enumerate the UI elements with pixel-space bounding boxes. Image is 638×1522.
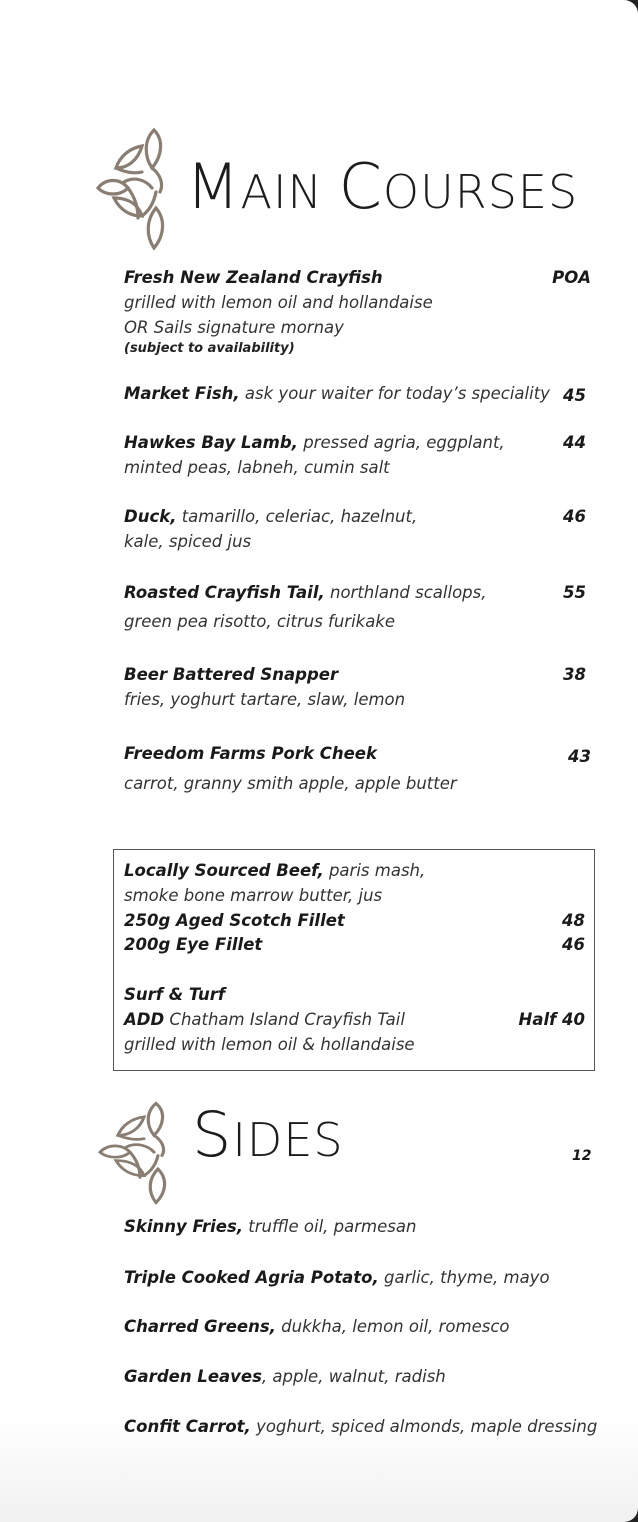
item-desc: pressed agria, eggplant, [297, 433, 505, 452]
item-price: 55 [563, 583, 586, 602]
item-price: 46 [563, 507, 586, 526]
side-item-potato [124, 1265, 550, 1290]
item-desc: garlic, thyme, mayo [378, 1268, 550, 1287]
item-desc: green pea risotto, citrus furikake [124, 612, 396, 631]
item-price: POA [552, 268, 591, 287]
beef-feature-box [113, 849, 595, 1071]
item-name: Roasted Crayfish Tail, [124, 583, 325, 602]
side-item-greens [124, 1314, 510, 1339]
item-desc: fries, yoghurt tartare, slaw, lemon [124, 690, 406, 709]
item-price: 38 [563, 665, 586, 684]
item-desc: dukkha, lemon oil, romesco [275, 1317, 510, 1336]
item-name: Freedom Farms Pork Cheek [124, 744, 377, 763]
item-desc: Chatham Island Crayfish Tail [164, 1010, 405, 1029]
item-desc: grilled with lemon oil and hollandaise [124, 293, 433, 312]
item-price: 45 [563, 386, 586, 405]
item-price: 44 [563, 433, 586, 452]
item-desc: kale, spiced jus [124, 532, 252, 551]
menu-item-pork-cheek [124, 741, 591, 796]
sides-header [96, 1097, 344, 1206]
item-desc: , apple, walnut, radish [261, 1367, 446, 1386]
item-name: Hawkes Bay Lamb, [124, 433, 298, 452]
item-price: Half 40 [518, 1010, 585, 1029]
menu-item-crayfish [124, 265, 591, 358]
celtic-knot-icon [96, 1100, 170, 1206]
surf-turf-row [124, 1007, 585, 1032]
item-desc: smoke bone marrow butter, jus [124, 886, 383, 905]
item-desc: carrot, granny smith apple, apple butter [124, 774, 457, 793]
item-desc: tamarillo, celeriac, hazelnut, [176, 507, 418, 526]
item-name: Surf & Turf [124, 985, 226, 1004]
item-name: Fresh New Zealand Crayfish [124, 268, 383, 287]
item-desc: minted peas, labneh, cumin salt [124, 458, 390, 477]
side-item-leaves [124, 1364, 446, 1389]
beef-option-eye [124, 932, 585, 957]
option-label: 200g Eye Fillet [124, 935, 263, 954]
sides-title: SIDES [192, 1097, 344, 1171]
option-price: 48 [562, 911, 585, 930]
item-name: Skinny Fries, [124, 1217, 244, 1236]
menu-item-snapper [124, 662, 586, 712]
main-courses-title: MAIN COURSES [186, 149, 579, 223]
item-desc: OR Sails signature mornay [124, 318, 344, 337]
beef-title-row [124, 858, 585, 883]
celtic-knot-icon [94, 126, 168, 252]
item-name: Triple Cooked Agria Potato, [124, 1268, 379, 1287]
option-price: 46 [562, 935, 585, 954]
item-name: Market Fish, [124, 384, 240, 403]
item-desc: grilled with lemon oil & hollandaise [124, 1035, 415, 1054]
menu-item-duck [124, 504, 586, 554]
menu-item-market-fish [124, 381, 586, 406]
sides-price: 12 [572, 1148, 592, 1164]
menu-item-crayfish-tail [124, 580, 586, 634]
side-item-carrot [124, 1414, 597, 1439]
side-item-fries [124, 1214, 416, 1239]
item-desc: ask your waiter for today’s speciality [239, 384, 550, 403]
item-name: Beer Battered Snapper [124, 665, 339, 684]
item-desc: yoghurt, spiced almonds, maple dressing [250, 1417, 598, 1436]
add-label: ADD [124, 1010, 165, 1029]
surf-turf-title [124, 982, 585, 1007]
item-desc: truffle oil, parmesan [243, 1217, 417, 1236]
item-desc: paris mash, [323, 861, 426, 880]
main-courses-header [94, 126, 578, 252]
item-note: (subject to availability) [124, 341, 295, 356]
item-price: 43 [568, 747, 591, 766]
item-name: Garden Leaves [124, 1367, 262, 1386]
beef-option-scotch [124, 908, 585, 933]
item-name: Confit Carrot, [124, 1417, 251, 1436]
item-name: Charred Greens, [124, 1317, 276, 1336]
option-label: 250g Aged Scotch Fillet [124, 911, 345, 930]
item-name: Duck, [124, 507, 177, 526]
menu-item-lamb [124, 430, 586, 480]
item-name: Locally Sourced Beef, [124, 861, 324, 880]
item-desc: northland scallops, [324, 583, 487, 602]
